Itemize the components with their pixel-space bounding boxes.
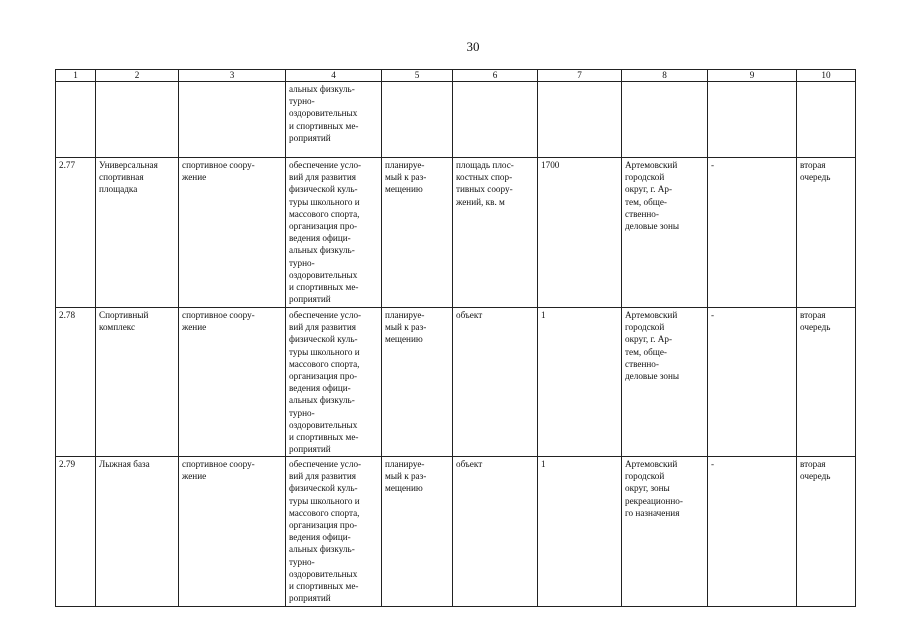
header-cell: 3 [179, 70, 286, 82]
table-cell [708, 82, 797, 158]
table-cell: 1700 [538, 158, 622, 308]
table-cell: спортивное соору- жение [179, 308, 286, 457]
continuation-row [56, 82, 856, 158]
table-cell: 1 [538, 457, 622, 607]
header-cell: 9 [708, 70, 797, 82]
table-cell: Артемовский городской округ, зоны рекреационно- го назначения [622, 457, 708, 607]
table-cell: 2.77 [56, 158, 96, 308]
table-cell [797, 82, 856, 158]
table-cell: вторая очередь [797, 158, 856, 308]
header-cell: 10 [797, 70, 856, 82]
table-cell: объект [453, 308, 538, 457]
table-cell: - [708, 308, 797, 457]
table-row [56, 457, 856, 607]
table-cell: вторая очередь [797, 457, 856, 607]
table-cell: - [708, 158, 797, 308]
table-cell: площадь плос- костных спор- тивных соору- жений, кв. м [453, 158, 538, 308]
table-cell: - [708, 457, 797, 607]
table-cell [622, 82, 708, 158]
table-cell: спортивное соору- жение [179, 158, 286, 308]
header-cell: 4 [286, 70, 382, 82]
header-cell: 1 [56, 70, 96, 82]
header-cell: 2 [96, 70, 179, 82]
table-cell [179, 82, 286, 158]
table-cell: 2.78 [56, 308, 96, 457]
table-cell: Лыжная база [96, 457, 179, 607]
table-cell: альных физкуль- турно- оздоровительных и спортивных ме- роприятий [286, 82, 382, 158]
table-cell: вторая очередь [797, 308, 856, 457]
header-cell: 5 [382, 70, 453, 82]
table-cell: обеспечение усло- вий для развития физической куль- туры школьного и массового спорта, организация про- ведения офици- альных физкуль- турно- оздоровительных и спортивных ме- роприятий [286, 308, 382, 457]
table-cell [96, 82, 179, 158]
header-cell: 7 [538, 70, 622, 82]
table-cell [56, 82, 96, 158]
table-cell [538, 82, 622, 158]
table-cell: планируе- мый к раз- мещению [382, 457, 453, 607]
header-row [56, 70, 856, 82]
header-cell: 6 [453, 70, 538, 82]
table-cell [382, 82, 453, 158]
document-table [55, 69, 856, 607]
table-cell: объект [453, 457, 538, 607]
page-number: 30 [466, 39, 480, 54]
table-cell [453, 82, 538, 158]
table-row [56, 158, 856, 308]
table-cell: Спортивный комплекс [96, 308, 179, 457]
header-cell: 8 [622, 70, 708, 82]
table-cell: 2.79 [56, 457, 96, 607]
table-cell: спортивное соору- жение [179, 457, 286, 607]
table-cell: Артемовский городской округ, г. Ар- тем, обще- ственно- деловые зоны [622, 308, 708, 457]
table-cell: 1 [538, 308, 622, 457]
table-cell: планируе- мый к раз- мещению [382, 308, 453, 457]
table-cell: Универсальная спортивная площадка [96, 158, 179, 308]
table-cell: Артемовский городской округ, г. Ар- тем, обще- ственно- деловые зоны [622, 158, 708, 308]
table-cell: обеспечение усло- вий для развития физической куль- туры школьного и массового спорта, организация про- ведения офици- альных физкуль- турно- оздоровительных и спортивных ме- роприятий [286, 158, 382, 308]
table-cell: планируе- мый к раз- мещению [382, 158, 453, 308]
table-cell: обеспечение усло- вий для развития физической куль- туры школьного и массового спорта, организация про- ведения офици- альных физкуль- турно- оздоровительных и спортивных ме- роприятий [286, 457, 382, 607]
table-row [56, 308, 856, 457]
